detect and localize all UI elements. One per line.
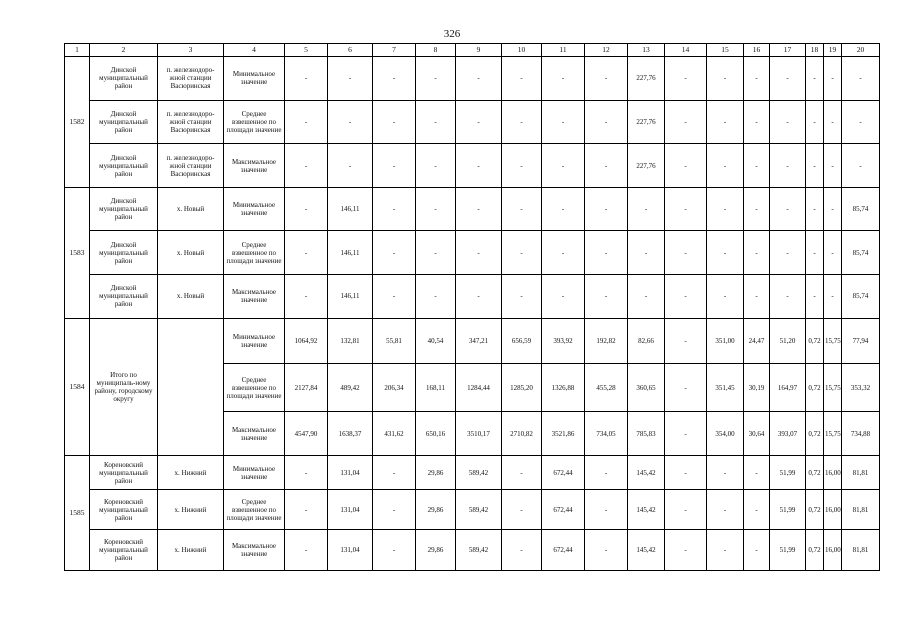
table-cell: 2127,84 [285,364,328,412]
table-row [65,57,880,101]
table-cell: Среднее взвешенное по площади значение [224,100,285,144]
table-cell: - [416,57,456,101]
table-cell: 82,66 [628,318,665,364]
header-cell: 8 [416,44,456,57]
header-cell: 18 [806,44,824,57]
table-cell: 192,82 [585,318,628,364]
table-cell: 227,76 [628,57,665,101]
table-cell: - [502,275,542,319]
table-cell: Минимальное значение [224,187,285,231]
table-cell: - [824,100,842,144]
table-cell: - [806,275,824,319]
table-cell: - [542,144,585,188]
table-cell: 347,21 [456,318,502,364]
table-cell: 353,32 [842,364,880,412]
header-cell: 6 [328,44,373,57]
table-row [65,100,880,144]
table-cell: - [542,275,585,319]
table-cell: - [806,187,824,231]
table-cell: 0,72 [806,318,824,364]
table-cell: - [744,530,770,571]
table-cell: - [824,57,842,101]
table-cell: 431,62 [373,411,416,456]
table-cell: 30,64 [744,411,770,456]
table-cell: - [806,100,824,144]
table-cell: 3521,86 [542,411,585,456]
table-cell: - [542,57,585,101]
table-cell: 1326,88 [542,364,585,412]
table-row [65,456,880,489]
header-row [65,44,880,57]
header-cell: 1 [65,44,90,57]
table-cell: - [585,187,628,231]
table-cell: - [665,187,707,231]
table-cell: Среднее взвешенное по площади значение [224,489,285,530]
table-cell: - [707,530,744,571]
table-cell: Кореновский муниципальный район [90,456,158,489]
table-cell: - [770,144,806,188]
table-cell: Кореновский муниципальный район [90,530,158,571]
table-cell: - [416,187,456,231]
table-cell: - [770,100,806,144]
table-cell: - [373,456,416,489]
table-cell: 85,74 [842,275,880,319]
table-cell: Среднее взвешенное по площади значение [224,364,285,412]
table-cell: - [665,489,707,530]
header-cell: 9 [456,44,502,57]
header-cell: 7 [373,44,416,57]
table-cell: - [328,144,373,188]
table-cell: - [744,275,770,319]
table-cell: - [707,57,744,101]
table-cell: - [842,100,880,144]
table-cell: 1285,20 [502,364,542,412]
table-cell: - [502,144,542,188]
table-cell: - [456,275,502,319]
table-cell: 55,81 [373,318,416,364]
header-cell: 15 [707,44,744,57]
table-cell: - [628,187,665,231]
table-cell: - [824,275,842,319]
table-cell: - [542,187,585,231]
table-cell: - [665,411,707,456]
table-cell: 131,04 [328,489,373,530]
table-cell: - [707,275,744,319]
table-cell: 1638,37 [328,411,373,456]
table-cell: 672,44 [542,456,585,489]
table-cell: 227,76 [628,144,665,188]
row-group-number: 1583 [65,187,90,318]
table-cell: Динской муниципальный район [90,144,158,188]
table-cell: - [285,275,328,319]
header-cell: 2 [90,44,158,57]
table-cell: 29,86 [416,530,456,571]
table-cell: - [665,57,707,101]
table-cell: - [770,57,806,101]
table-cell: х. Нижний [158,489,224,530]
table-cell: - [744,187,770,231]
table-cell: 1064,92 [285,318,328,364]
table-cell: х. Новый [158,231,224,275]
table-cell: 131,04 [328,530,373,571]
table-cell: 81,81 [842,489,880,530]
table-cell: 3510,17 [456,411,502,456]
table-cell: 393,07 [770,411,806,456]
table-cell: - [456,231,502,275]
table-cell: - [842,144,880,188]
table-cell: - [628,275,665,319]
table-cell: 16,00 [824,530,842,571]
table-cell: 40,54 [416,318,456,364]
table-cell: 146,11 [328,231,373,275]
table-cell: - [842,57,880,101]
table-cell: 734,88 [842,411,880,456]
table-cell: - [585,100,628,144]
table-cell: Минимальное значение [224,57,285,101]
table-row [65,318,880,364]
header-cell: 14 [665,44,707,57]
table-cell: 734,05 [585,411,628,456]
table-cell: - [824,187,842,231]
table-cell: Среднее взвешенное по площади значение [224,231,285,275]
table-cell: - [502,231,542,275]
table-cell: Максимальное значение [224,530,285,571]
table-cell: 51,99 [770,456,806,489]
table-row [65,530,880,571]
table-row [65,144,880,188]
table-cell: 589,42 [456,456,502,489]
table-cell: 354,00 [707,411,744,456]
table-cell: 29,86 [416,456,456,489]
table-cell: 0,72 [806,489,824,530]
table-cell: п. железнодоро-жной станции Васюринская [158,57,224,101]
table-cell: 455,28 [585,364,628,412]
table-cell: Минимальное значение [224,318,285,364]
table-cell: - [285,456,328,489]
table-cell: 650,16 [416,411,456,456]
row-group-number: 1584 [65,318,90,456]
table-cell: 29,86 [416,489,456,530]
table-cell: - [744,144,770,188]
table-cell: 146,11 [328,187,373,231]
table-cell: 393,92 [542,318,585,364]
table-cell: - [744,231,770,275]
table-cell: - [824,144,842,188]
table-cell: - [707,144,744,188]
table-cell: - [806,231,824,275]
table-cell: 145,42 [628,456,665,489]
table-cell: - [744,489,770,530]
row-group-number: 1585 [65,456,90,571]
table-cell: 0,72 [806,364,824,412]
table-cell: - [665,530,707,571]
table-cell: Динской муниципальный район [90,231,158,275]
table-cell: 16,00 [824,489,842,530]
table-cell: 0,72 [806,411,824,456]
table-cell: - [585,489,628,530]
table-cell: - [665,364,707,412]
table-cell: - [665,144,707,188]
table-cell: Динской муниципальный район [90,100,158,144]
table-cell: 51,99 [770,530,806,571]
table-cell: - [285,57,328,101]
table-cell: 85,74 [842,187,880,231]
table-cell: 51,99 [770,489,806,530]
table-cell: 4547,90 [285,411,328,456]
table-cell: - [416,231,456,275]
table-cell: - [456,100,502,144]
table-cell: - [373,57,416,101]
header-cell: 11 [542,44,585,57]
table-cell: - [665,456,707,489]
table-cell: 1284,44 [456,364,502,412]
table-row [65,231,880,275]
table-cell: 85,74 [842,231,880,275]
table-cell: Кореновский муниципальный район [90,489,158,530]
table-cell: 206,34 [373,364,416,412]
table-cell: - [285,144,328,188]
table-cell: 15,75 [824,364,842,412]
header-cell: 12 [585,44,628,57]
table-row [65,275,880,319]
table-cell: х. Новый [158,275,224,319]
table-cell: - [502,489,542,530]
table-cell: х. Нижний [158,456,224,489]
table-cell: - [502,187,542,231]
table-cell: 589,42 [456,489,502,530]
header-cell: 4 [224,44,285,57]
table-cell: - [373,530,416,571]
table-cell: 15,75 [824,318,842,364]
table-cell: 672,44 [542,489,585,530]
table-cell: 489,42 [328,364,373,412]
table-cell: 351,45 [707,364,744,412]
table-cell: - [373,231,416,275]
table-cell: - [542,100,585,144]
table-cell: - [373,275,416,319]
table-cell: - [824,231,842,275]
table-cell: 24,47 [744,318,770,364]
table-cell: 77,94 [842,318,880,364]
table-cell: Минимальное значение [224,456,285,489]
table-cell: 672,44 [542,530,585,571]
header-cell: 10 [502,44,542,57]
table-cell: х. Нижний [158,530,224,571]
row-group-number: 1582 [65,57,90,188]
table-cell: - [744,57,770,101]
table-cell: - [285,231,328,275]
table-cell: 227,76 [628,100,665,144]
page-number: 326 [443,28,461,40]
table-cell: - [542,231,585,275]
table-cell: - [456,187,502,231]
table-cell: - [707,489,744,530]
table-cell: - [373,144,416,188]
table-cell: - [665,318,707,364]
table-cell: - [665,231,707,275]
data-table [64,43,880,571]
table-cell: 145,42 [628,530,665,571]
table-cell: - [707,187,744,231]
header-cell: 17 [770,44,806,57]
header-cell: 13 [628,44,665,57]
table-cell: 168,11 [416,364,456,412]
table-cell: - [707,100,744,144]
table-cell: - [502,57,542,101]
table-cell: - [806,57,824,101]
table-cell: 145,42 [628,489,665,530]
table-row [65,489,880,530]
table-cell: х. Новый [158,187,224,231]
table-cell: 81,81 [842,530,880,571]
table-row [65,187,880,231]
table-cell: - [416,275,456,319]
table-cell: - [665,100,707,144]
table-cell: - [456,144,502,188]
table-cell: - [806,144,824,188]
table-cell: Динской муниципальный район [90,275,158,319]
table-cell: - [585,275,628,319]
table-cell: 0,72 [806,456,824,489]
table-cell: Максимальное значение [224,411,285,456]
table-cell: 164,97 [770,364,806,412]
table-cell: - [502,530,542,571]
table-cell: - [628,231,665,275]
table-cell: - [328,57,373,101]
table-cell: 656,59 [502,318,542,364]
table-cell: - [585,231,628,275]
table-cell: - [285,489,328,530]
table-cell: - [744,100,770,144]
table-cell: - [770,187,806,231]
table-cell: 0,72 [806,530,824,571]
table-cell: - [285,187,328,231]
table-cell: - [328,100,373,144]
table-cell: - [373,100,416,144]
empty-settlement-cell [158,318,224,456]
table-cell: - [373,489,416,530]
table-cell: - [707,231,744,275]
table-cell: 351,00 [707,318,744,364]
table-cell: - [585,530,628,571]
table-cell: 16,00 [824,456,842,489]
header-cell: 3 [158,44,224,57]
table-cell: 51,20 [770,318,806,364]
table-cell: - [665,275,707,319]
table-cell: п. железнодоро-жной станции Васюринская [158,144,224,188]
table-cell: п. железнодоро-жной станции Васюринская [158,100,224,144]
table-cell: - [285,100,328,144]
header-cell: 16 [744,44,770,57]
table-cell: 131,04 [328,456,373,489]
table-cell: - [502,100,542,144]
table-cell: 30,19 [744,364,770,412]
table-cell: 146,11 [328,275,373,319]
table-cell: - [707,456,744,489]
table-cell: - [585,144,628,188]
table-cell: - [585,57,628,101]
table-cell: 81,81 [842,456,880,489]
merged-district-cell: Итого по муниципаль-ному району, городскому округу [90,318,158,456]
table-cell: - [502,456,542,489]
header-cell: 20 [842,44,880,57]
table-cell: Динской муниципальный район [90,187,158,231]
table-cell: - [770,231,806,275]
table-cell: 589,42 [456,530,502,571]
table-cell: 132,81 [328,318,373,364]
table-cell: - [373,187,416,231]
header-cell: 5 [285,44,328,57]
table-cell: 360,65 [628,364,665,412]
table-cell: - [770,275,806,319]
table-cell: - [456,57,502,101]
header-cell: 19 [824,44,842,57]
table-cell: Максимальное значение [224,144,285,188]
table-cell: Динской муниципальный район [90,57,158,101]
table-cell: Максимальное значение [224,275,285,319]
table-cell: 785,83 [628,411,665,456]
table-cell: - [585,456,628,489]
table-cell: 15,75 [824,411,842,456]
table-cell: 2710,82 [502,411,542,456]
table-cell: - [416,100,456,144]
table-cell: - [285,530,328,571]
table-cell: - [744,456,770,489]
table-cell: - [416,144,456,188]
